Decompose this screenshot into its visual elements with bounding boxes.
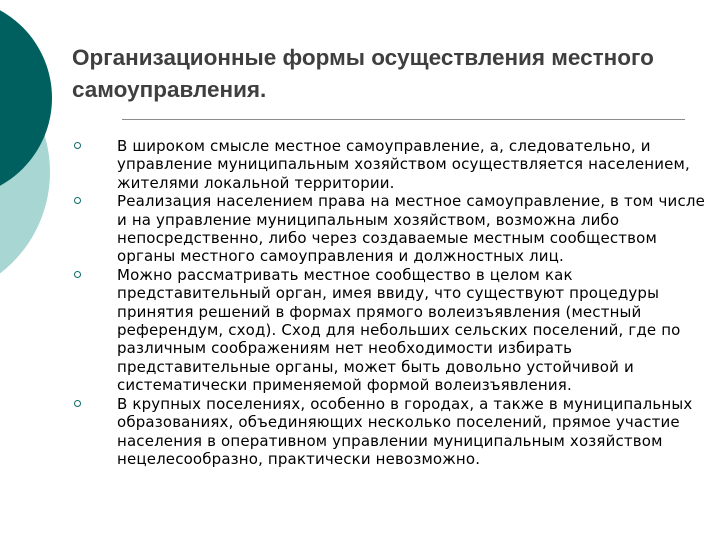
title-divider [122,119,685,120]
bullet-marker-icon [74,400,81,407]
bullet-text: Можно рассматривать местное сообщество в целом как представительный орган, имея ввиду, что существуют процедуры принятия решений в формах прямого волеизъявления (местный референдум, сход). Сход для небольших сельских поселений, где по различным соображениям нет необходимости избирать представительные органы, может быть довольно устойчивой и систематически применяемой формой волеизъявления. [117,265,681,395]
bullet-marker-icon [74,197,81,204]
bullet-item [72,192,712,266]
bullet-text: В крупных поселениях, особенно в городах, а также в муниципальных образованиях, объединяющих несколько поселений, прямое участие населения в оперативном управлении муниципальным хозяйством нецелесообразно, практически невозможно. [117,394,693,468]
slide-title: Организационные формы осуществления местного самоуправления. [72,45,654,102]
bullet-item [72,266,712,395]
bullet-item [72,395,712,469]
bullet-text: В широком смысле местное самоуправление, а, следовательно, и управление муниципальным хозяйством осуществляется населением, жителями локальной территории. [117,137,690,192]
bullet-list [72,137,712,468]
bullet-item [72,137,712,192]
bullet-text: Реализация населением права на местное самоуправление, в том числе и на управление муниципальным хозяйством, возможна либо непосредственно, либо через создаваемые местным сообществом органы местного самоуправления и должностных лиц. [117,192,705,266]
bullet-marker-icon [74,142,81,149]
bullet-marker-icon [74,271,81,278]
corner-decoration [0,0,60,300]
